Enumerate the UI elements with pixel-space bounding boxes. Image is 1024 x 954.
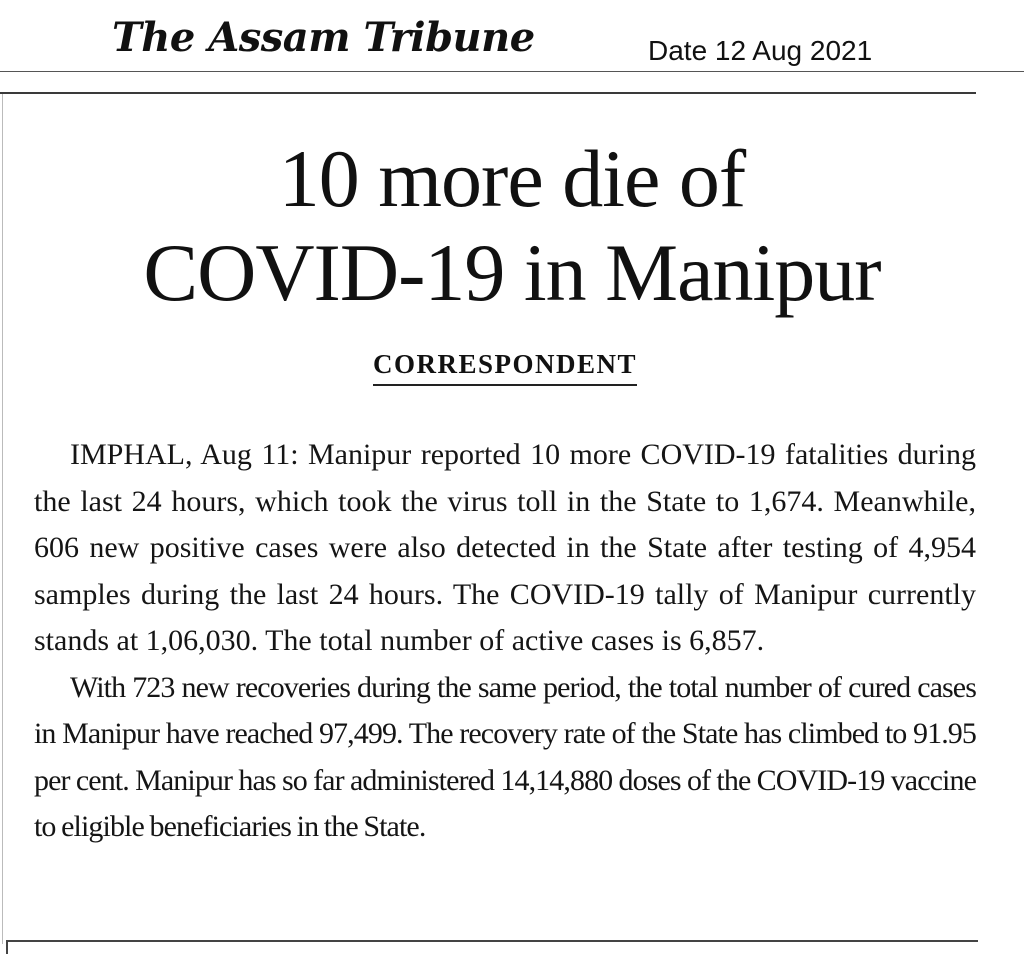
clipping-date: Date 12 Aug 2021 — [648, 35, 873, 66]
article-bottom-rule — [6, 940, 978, 942]
article-top-rule — [0, 92, 976, 94]
article-headline — [20, 132, 1004, 320]
headline-line-2: COVID-19 in Manipur — [143, 227, 881, 318]
article-paragraph-2: With 723 new recoveries during the same period, the total number of cured cases in Manipur have reached 97,499. The recovery rate of the State has climbed to 91.95 per cent. Manipur has so far administered 14,14,880 doses of the COVID-19 vaccine to eligible beneficiaries in the State. — [34, 670, 976, 843]
masthead — [0, 0, 1024, 72]
byline-container — [0, 346, 1010, 386]
article-byline: CORRESPONDENT — [373, 346, 637, 386]
masthead-divider — [0, 71, 1024, 72]
clipping-left-edge — [2, 94, 3, 944]
article-body — [34, 432, 976, 851]
article-bottom-corner — [6, 940, 8, 954]
headline-line-1: 10 more die of — [278, 133, 746, 224]
article-paragraph-1: IMPHAL, Aug 11: Manipur reported 10 more COVID-19 fatalities during the last 24 hours, which took the virus toll in the State to 1,674. Meanwhile, 606 new positive cases were also detected in the State after testing of 4,954 samples during the last 24 hours. The COVID-19 tally of Manipur currently stands at 1,06,030. The total number of active cases is 6,857. — [34, 438, 976, 657]
newspaper-name: The Assam Tribune — [112, 14, 535, 61]
